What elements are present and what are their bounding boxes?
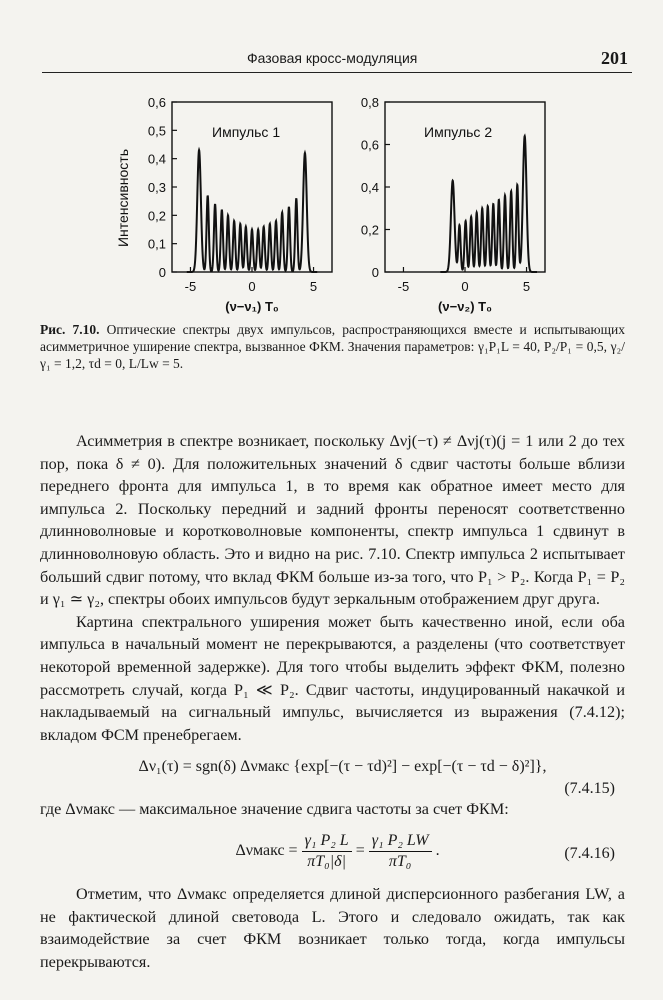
panel-2-x-tick-label: 0 <box>461 279 469 294</box>
panel-1 <box>148 95 332 314</box>
panel-2-x-axis-label: (ν−ν₂) T₀ <box>438 299 492 314</box>
caption-text: Оптические спектры двух импульсов, распространяющихся вместе и испытывающих асимметричное уширение спектра, вызванное ФКМ. Значения параметров: γ₁P₁L = 40, P₂/P₁ = 0,5, γ₂/γ₁ = 1,2, τd = 0, L/Lw = 5. <box>40 322 625 371</box>
paragraph-4: Отметим, что Δνмакс определяется длиной дисперсионного разбегания LW, а не фактической длиной световода L. Этого и следовало ожидать, так как взаимодействие за счет ФКМ возникает только тогда, когда импульсы перекрываются. <box>40 884 625 971</box>
panel-2-x-tick-label: 5 <box>522 279 531 294</box>
panel-1-y-tick-label: 0,2 <box>147 208 166 224</box>
panel-2-label: Импульс 2 <box>424 124 493 140</box>
equation-7-4-15 <box>40 750 625 798</box>
panel-2-x-tick-label: -5 <box>397 279 410 294</box>
panel-1-y-tick-label: 0,6 <box>147 95 166 110</box>
panel-2-spectrum-line <box>440 136 537 272</box>
page-number: 201 <box>601 48 628 68</box>
panel-1-y-tick-label: 0,3 <box>147 180 166 195</box>
equation-7-4-15-number: (7.4.15) <box>564 780 615 798</box>
panel-2 <box>361 95 545 314</box>
equation-7-4-16 <box>40 821 625 883</box>
eq2-lhs: Δνмакс = <box>235 842 298 860</box>
panel-2-y-tick-label: 0 <box>371 265 379 280</box>
y-axis-label: Интенсивность <box>115 148 131 248</box>
caption-label: Рис. 7.10. <box>40 322 100 337</box>
eq2-end: . <box>435 842 440 860</box>
equation-7-4-16-number: (7.4.16) <box>564 844 615 862</box>
eq2-frac1-numerator: γ₁ P₂ L <box>302 831 352 852</box>
paragraph-1: Асимметрия в спектре возникает, поскольку Δνj(−τ) ≠ Δνj(τ)(j = 1 или 2 до тех пор, пока δ ≠ 0). Для положительных значений δ сдвиг частоты больше вблизи переднего фронта для импульса 1, в то время как обратное имеет место для импульса 2. Поскольку передний и задний фронты переносят соответственно длинноволновые и коротковолновые компоненты, спектр импульса 1 сдвинут в длинноволновую область. Это и видно на рис. 7.10. Спектр импульса 2 испытывает больший сдвиг потому, что вклад ФКМ больше из-за того, что P₁ > P₂. Когда P₁ = P₂ и γ₁ ≃ γ₂, спектры обоих импульсов будут зеркальным отображением друг друга. <box>40 432 625 609</box>
eq2-equals: = <box>355 842 365 860</box>
panel-1-y-tick-label: 0,4 <box>147 151 166 167</box>
panel-1-x-tick-label: -5 <box>184 279 197 294</box>
equation-7-4-15-formula: Δν₁(τ) = sgn(δ) Δνмакс {exp[−(τ − τd)²] − exp[−(τ − τd − δ)²]}, <box>138 758 547 776</box>
panel-2-y-tick-label: 0,6 <box>360 137 379 153</box>
eq2-frac1-denominator: πT₀|δ| <box>307 852 346 870</box>
body-text <box>40 430 625 973</box>
figure-caption <box>40 321 625 372</box>
panel-1-y-tick-label: 0,1 <box>147 236 166 252</box>
panel-2-y-tick-label: 0,8 <box>360 95 379 110</box>
panel-2-y-tick-label: 0,4 <box>360 180 379 195</box>
panel-1-x-axis-label: (ν−ν₁) T₀ <box>225 299 279 314</box>
panel-1-label: Импульс 1 <box>212 124 281 140</box>
panel-1-y-tick-label: 0 <box>158 265 166 280</box>
header-title: Фазовая кросс-модуляция <box>247 50 418 66</box>
panel-1-spectrum-line <box>187 150 317 272</box>
panel-2-y-tick-label: 0,2 <box>360 222 379 238</box>
equation-7-4-16-formula <box>40 821 625 872</box>
paragraph-2: Картина спектрального уширения может быть качественно иной, если оба импульса в начальный момент не перекрываются, а разделены (что соответствует некоторой временной задержке). Для того чтобы выделить эффект ФКМ, полезно рассмотреть случай, когда P₁ ≪ P₂. Сдвиг частоты, индуцированный накачкой и накладываемый на сигнальный импульс, вычисляется из выражения (7.4.12); вкладом ФСМ пренебрегаем. <box>40 612 625 744</box>
panel-1-x-tick-label: 0 <box>248 279 256 294</box>
paragraph-3: где Δνмакс — максимальное значение сдвига частоты за счет ФКМ: <box>40 800 509 819</box>
eq2-frac2-numerator: γ₁ P₂ LW <box>369 831 432 852</box>
eq2-fraction-1 <box>302 831 352 872</box>
panel-1-y-tick-label: 0,5 <box>147 123 166 139</box>
eq2-frac2-denominator: πT₀ <box>388 852 412 870</box>
eq2-fraction-2 <box>369 831 432 872</box>
spectra-figure <box>0 0 663 320</box>
panel-1-x-tick-label: 5 <box>309 279 318 294</box>
